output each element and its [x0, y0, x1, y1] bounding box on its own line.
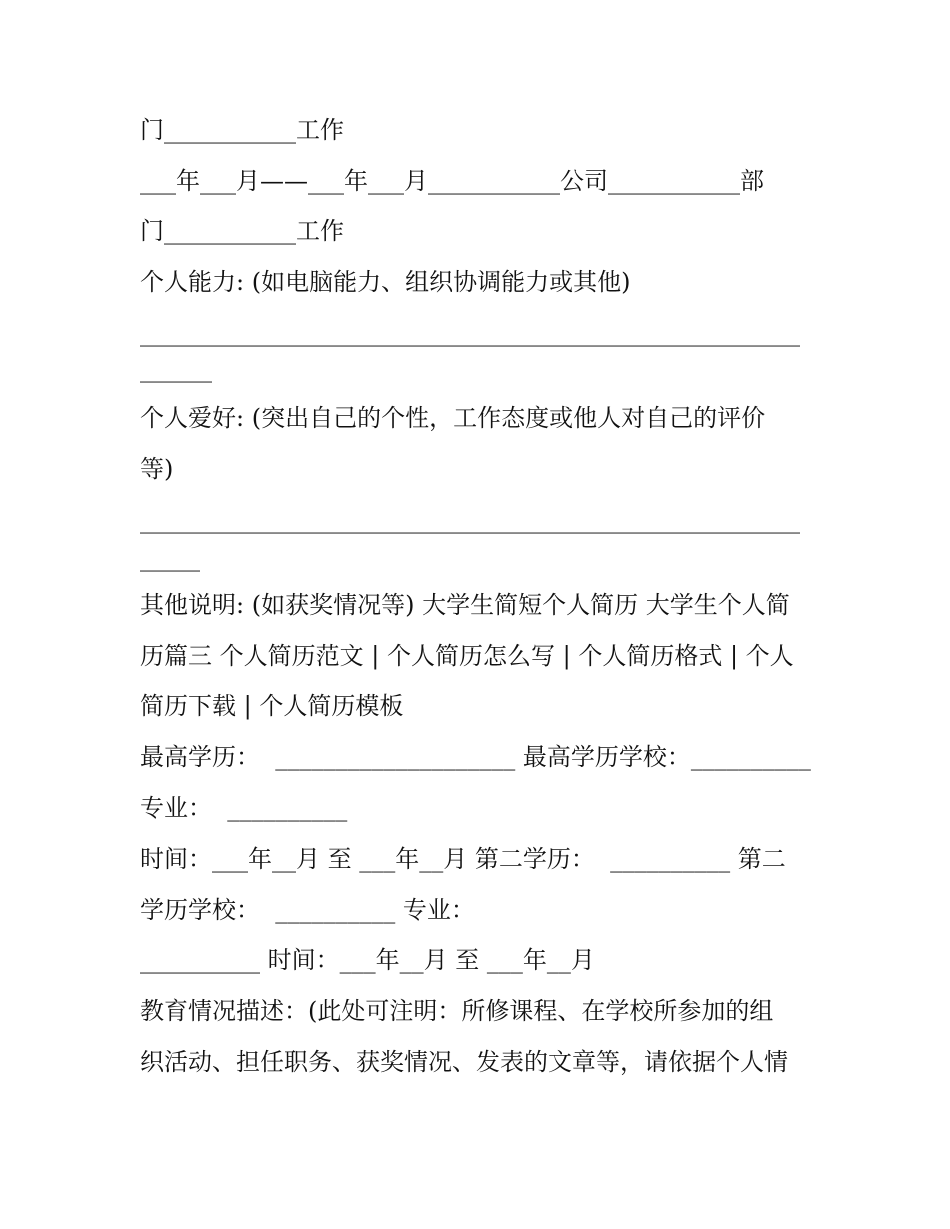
text-line-2: ___年___月——___年___月___________公司___________部 [140, 167, 764, 195]
text-line-18: __________ 时间：___年__月 至 ___年__月 [140, 946, 595, 974]
text-line-16: 时间：___年__月 至 ___年__月 第二学历： __________ 第二 [140, 845, 786, 873]
text-line-11: 其他说明: (如获奖情况等) 大学生简短个人简历 大学生个人简 [140, 591, 790, 619]
text-line-19: 教育情况描述：(此处可注明：所修课程、在学校所参加的组 [140, 997, 774, 1025]
text-line-6: ______ [140, 355, 212, 383]
text-line-20: 织活动、担任职务、获奖情况、发表的文章等，请依据个人情 [140, 1048, 788, 1076]
text-line-1: 门___________工作 [140, 116, 344, 144]
text-line-4: 个人能力: (如电脑能力、组织协调能力或其他) [140, 268, 631, 296]
text-line-5: _______________________________________________________ [140, 319, 800, 347]
text-line-10: _____ [140, 544, 200, 572]
text-line-8: 等) [140, 455, 174, 483]
text-line-15: 专业： __________ [140, 794, 348, 822]
text-line-7: 个人爱好: (突出自己的个性，工作态度或他人对自己的评价 [140, 404, 766, 432]
text-line-17: 学历学校： __________ 专业： [140, 896, 475, 924]
text-line-9: _______________________________________________________ [140, 506, 800, 534]
text-line-3: 门___________工作 [140, 217, 344, 245]
text-line-14: 最高学历： ____________________ 最高学历学校：__________ [140, 743, 811, 771]
text-line-12: 历篇三 个人简历范文 | 个人简历怎么写 | 个人简历格式 | 个人 [140, 642, 794, 670]
text-line-13: 简历下载 | 个人简历模板 [140, 692, 404, 720]
